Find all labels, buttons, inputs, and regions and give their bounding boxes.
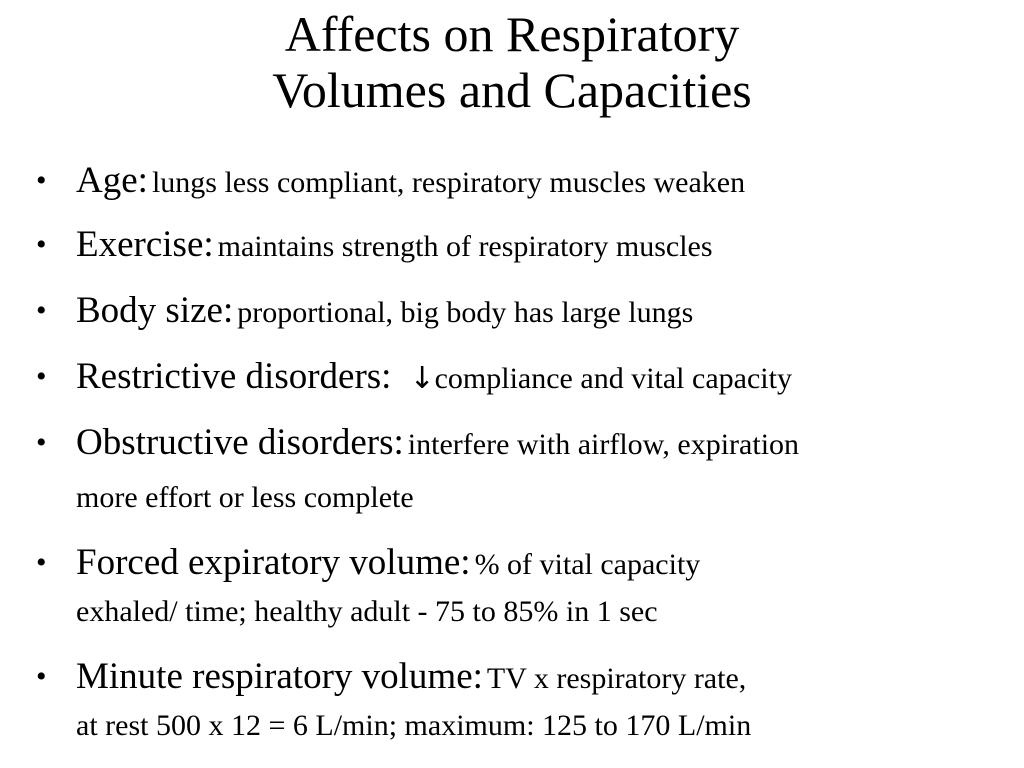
bullet-label: Obstructive disorders: — [76, 422, 404, 463]
bullet-dot: • — [36, 360, 47, 393]
bullet-dot: • — [36, 228, 47, 261]
bullet-line — [76, 656, 746, 705]
bullet-label: Body size: — [76, 290, 234, 331]
bullet-label: Minute respiratory volume: — [76, 656, 483, 697]
bullet-label: Forced expiratory volume: — [76, 542, 471, 583]
bullet-text: proportional, big body has large lungs — [237, 296, 694, 329]
bullet-text: interfere with airflow, expiration — [407, 428, 800, 461]
bullet-text: lungs less compliant, respiratory muscles weaken — [151, 166, 746, 199]
bullet-text: % of vital capacity — [474, 548, 701, 581]
bullet-label: Exercise: — [76, 224, 214, 265]
bullet-line — [76, 290, 693, 339]
bullet-dot: • — [36, 426, 47, 459]
bullet-text: maintains strength of respiratory muscles — [217, 230, 713, 263]
bullet-dot: • — [36, 294, 47, 327]
bullet-line — [76, 224, 713, 273]
bullet-continuation: at rest 500 x 12 = 6 L/min; maximum: 125 to 170 L/min — [76, 709, 752, 742]
bullet-dot: • — [36, 546, 47, 579]
bullet-line — [76, 356, 792, 405]
down-arrow-icon: ↓ — [409, 361, 435, 396]
bullet-label: Age: — [76, 160, 148, 201]
bullet-continuation: exhaled/ time; healthy adult - 75 to 85% in 1 sec — [76, 595, 658, 628]
title-line-2: Volumes and Capacities — [272, 62, 752, 118]
title-line-1: Affects on Respiratory — [284, 6, 740, 62]
bullet-continuation: more effort or less complete — [76, 481, 414, 514]
bullet-line — [76, 542, 700, 591]
bullet-text: compliance and vital capacity — [434, 362, 792, 395]
bullet-text: TV x respiratory rate, — [486, 662, 747, 695]
bullet-dot: • — [36, 164, 47, 197]
bullet-line — [76, 160, 745, 209]
bullet-dot: • — [36, 660, 47, 693]
bullet-line — [76, 422, 799, 471]
bullet-label: Restrictive disorders: — [76, 356, 392, 397]
